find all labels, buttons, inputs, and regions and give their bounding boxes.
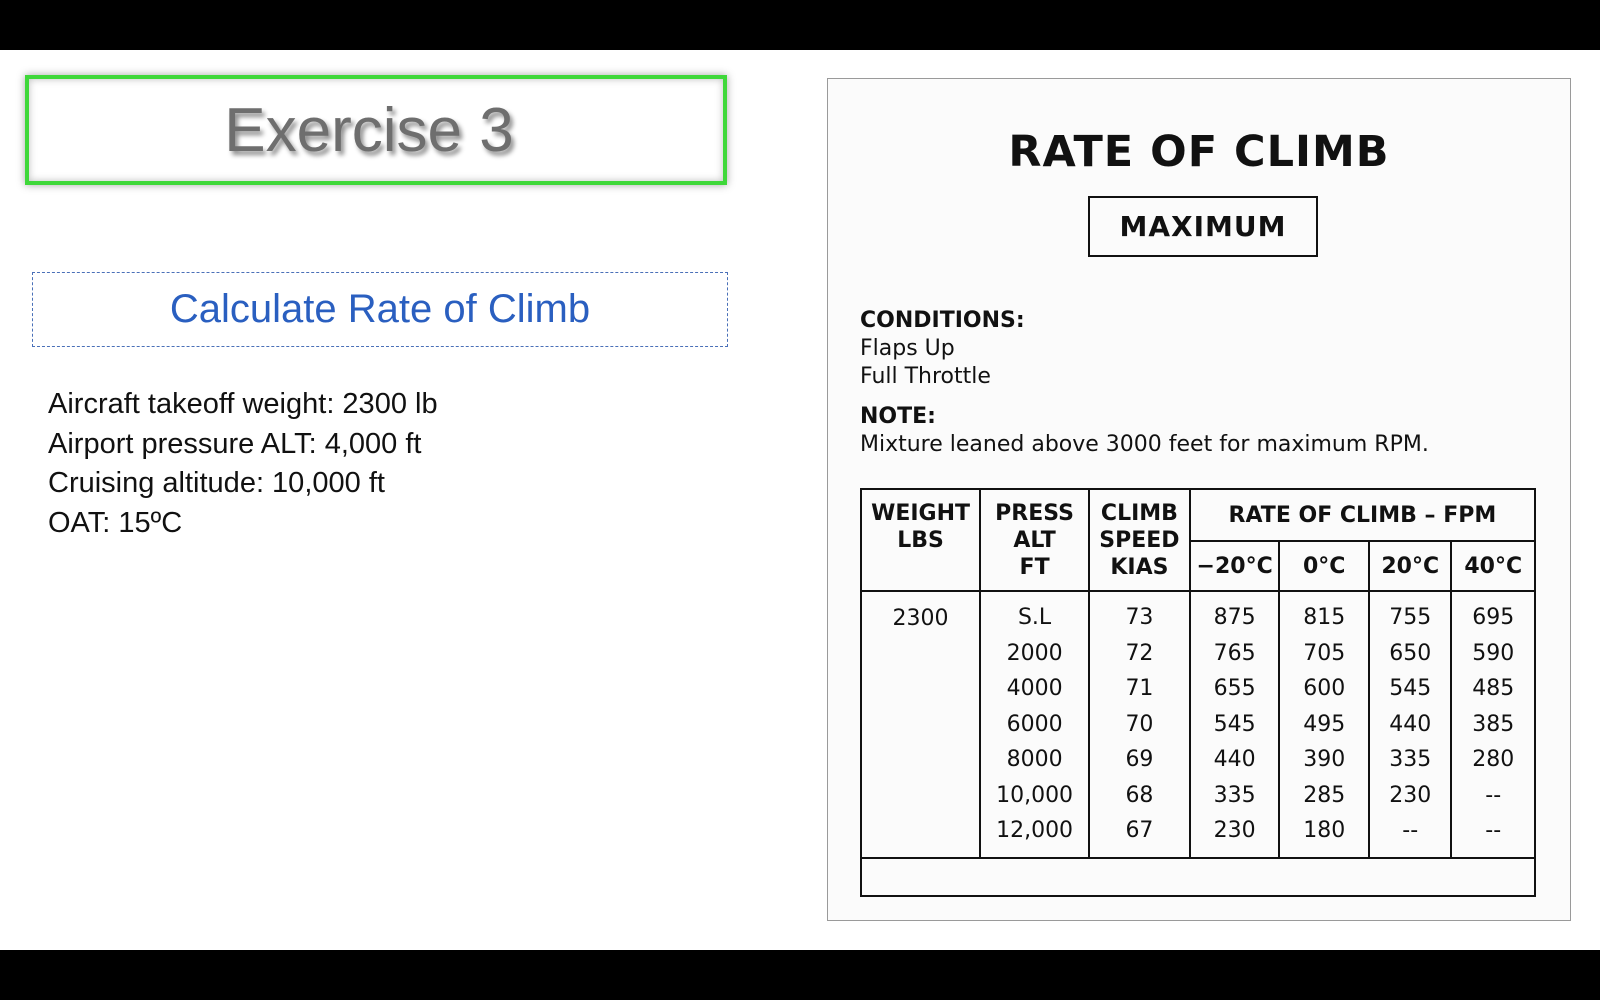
rate-cell: 335 — [1190, 778, 1280, 814]
rate-cell: 285 — [1279, 778, 1369, 814]
climb-speed-cell: 70 — [1089, 707, 1190, 743]
rate-cell: 815 — [1279, 591, 1369, 636]
climb-speed-cell: 72 — [1089, 636, 1190, 672]
exercise-title-box — [25, 75, 727, 185]
header-rate-of-climb: RATE OF CLIMB – FPM — [1190, 489, 1535, 541]
rate-cell: 650 — [1369, 636, 1451, 672]
press-alt-cell: S.L — [980, 591, 1089, 636]
press-alt-cell: 2000 — [980, 636, 1089, 672]
press-alt-cell: 4000 — [980, 671, 1089, 707]
press-alt-cell: 12,000 — [980, 813, 1089, 858]
given-takeoff-weight: Aircraft takeoff weight: 2300 lb — [48, 388, 438, 420]
rate-cell: 600 — [1279, 671, 1369, 707]
subtitle: Calculate Rate of Climb — [169, 287, 591, 331]
climb-speed-cell: 71 — [1089, 671, 1190, 707]
table-footer-row — [861, 858, 1535, 896]
note-label: NOTE: — [860, 404, 936, 429]
given-oat: OAT: 15ºC — [48, 506, 183, 539]
given-airport-pressure-alt: Airport pressure ALT: 4,000 ft — [48, 427, 422, 460]
header-press-alt: PRESS ALT FT — [980, 489, 1089, 591]
rate-cell: 590 — [1451, 636, 1535, 672]
slide — [0, 50, 1600, 950]
subtitle-box — [32, 272, 728, 347]
header-temp-minus20: −20°C — [1190, 541, 1280, 591]
weight-cell: 2300 — [861, 591, 980, 858]
rate-cell: 495 — [1279, 707, 1369, 743]
press-alt-cell: 10,000 — [980, 778, 1089, 814]
climb-speed-cell: 68 — [1089, 778, 1190, 814]
header-temp-20: 20°C — [1369, 541, 1451, 591]
note — [860, 403, 1429, 459]
rate-cell: 655 — [1190, 671, 1280, 707]
note-text: Mixture leaned above 3000 feet for maximum RPM. — [860, 432, 1429, 457]
climb-speed-cell: 67 — [1089, 813, 1190, 858]
rate-cell: 440 — [1369, 707, 1451, 743]
rate-cell: 545 — [1369, 671, 1451, 707]
table-row — [861, 591, 1535, 636]
climb-speed-cell: 73 — [1089, 591, 1190, 636]
rate-cell: 230 — [1369, 778, 1451, 814]
rate-cell: 335 — [1369, 742, 1451, 778]
header-weight: WEIGHT LBS — [861, 489, 980, 591]
press-alt-cell: 6000 — [980, 707, 1089, 743]
condition-flaps: Flaps Up — [860, 336, 955, 361]
climb-speed-cell: 69 — [1089, 742, 1190, 778]
rate-of-climb-card — [827, 78, 1571, 921]
rate-cell: 280 — [1451, 742, 1535, 778]
rate-cell: -- — [1369, 813, 1451, 858]
rate-cell: 695 — [1451, 591, 1535, 636]
rate-cell: 705 — [1279, 636, 1369, 672]
press-alt-cell: 8000 — [980, 742, 1089, 778]
maximum-badge: MAXIMUM — [1088, 196, 1318, 257]
rate-cell: 765 — [1190, 636, 1280, 672]
header-temp-40: 40°C — [1451, 541, 1535, 591]
header-climb-speed: CLIMB SPEED KIAS — [1089, 489, 1190, 591]
rate-cell: -- — [1451, 813, 1535, 858]
given-list — [48, 385, 438, 543]
rate-cell: 230 — [1190, 813, 1280, 858]
rate-cell: 485 — [1451, 671, 1535, 707]
exercise-title: Exercise 3 — [224, 95, 514, 165]
condition-throttle: Full Throttle — [860, 364, 991, 389]
conditions-label: CONDITIONS: — [860, 308, 1025, 333]
rate-cell: 390 — [1279, 742, 1369, 778]
rate-cell: 755 — [1369, 591, 1451, 636]
conditions — [860, 307, 1025, 391]
header-temp-0: 0°C — [1279, 541, 1369, 591]
card-title: RATE OF CLIMB — [1008, 127, 1390, 177]
rate-cell: -- — [1451, 778, 1535, 814]
rate-cell: 385 — [1451, 707, 1535, 743]
rate-cell: 545 — [1190, 707, 1280, 743]
rate-cell: 875 — [1190, 591, 1280, 636]
rate-of-climb-table — [860, 488, 1536, 897]
given-cruising-altitude: Cruising altitude: 10,000 ft — [48, 467, 385, 499]
rate-cell: 180 — [1279, 813, 1369, 858]
rate-cell: 440 — [1190, 742, 1280, 778]
